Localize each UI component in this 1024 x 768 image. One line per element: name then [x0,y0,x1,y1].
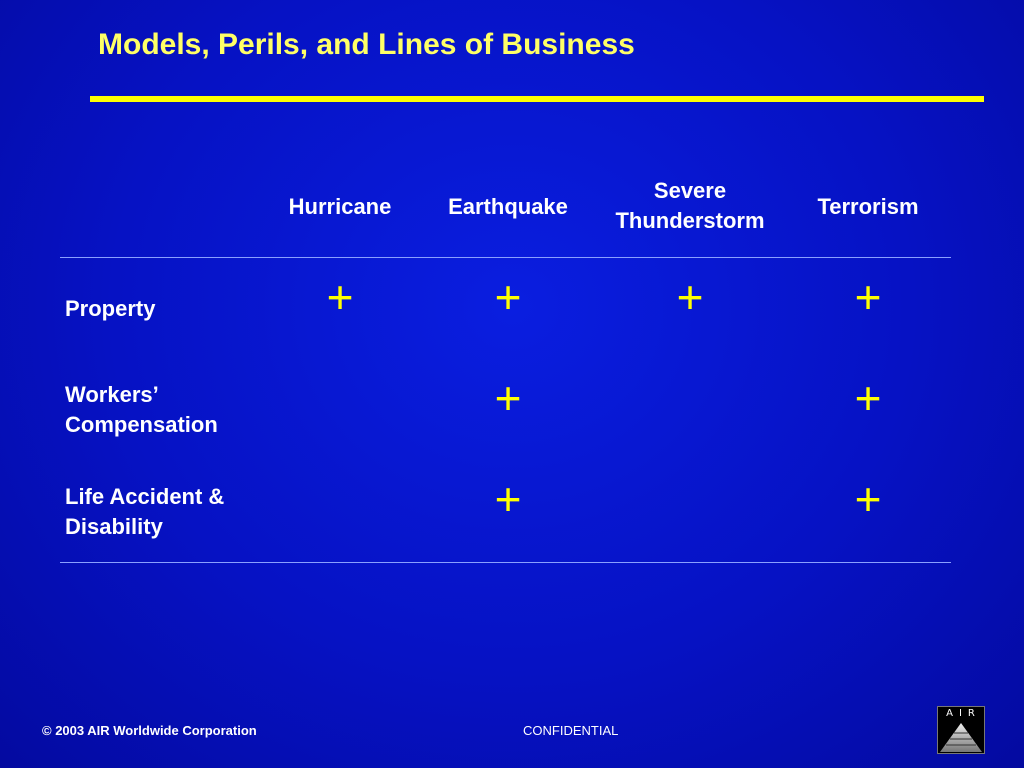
row-label-text: Life Accident & [65,484,225,509]
mark-life-accident-earthquake: + [494,473,522,525]
mark-property-severe-thunderstorm: + [676,271,704,323]
row-label-text: Workers’ [65,382,159,407]
pyramid-icon [938,721,984,753]
row-label-text: Property [65,296,156,321]
air-logo [937,706,985,754]
column-header-text: Severe [653,178,727,203]
air-logo-text: AIR [946,708,981,719]
mark-property-hurricane: + [326,271,354,323]
mark-life-accident-terrorism: + [854,473,882,525]
slide-title: Models, Perils, and Lines of Business [98,28,635,61]
copyright-text: © 2003 AIR Worldwide Corporation [42,723,257,738]
mark-property-earthquake: + [494,271,522,323]
column-header-text: Terrorism [817,194,919,219]
table-bottom-rule [60,562,951,563]
table-top-rule [60,257,951,258]
mark-workers-compensation-earthquake: + [494,372,522,424]
column-header-severe-thunderstorm [600,176,780,236]
mark-property-terrorism: + [854,271,882,323]
column-header-text: Thunderstorm [615,208,765,233]
row-label-life-accident-disability [65,482,224,542]
row-label-workers-compensation [65,380,218,440]
row-label-text: Compensation [65,412,218,437]
column-header-hurricane [250,192,430,222]
column-header-earthquake [418,192,598,222]
mark-workers-compensation-terrorism: + [854,372,882,424]
row-label-text: Disability [65,514,163,539]
row-label-property [65,294,155,324]
column-header-text: Earthquake [448,194,568,219]
column-header-text: Hurricane [288,194,392,219]
column-header-terrorism [778,192,958,222]
confidential-label: CONFIDENTIAL [523,723,619,738]
title-underline [90,96,984,102]
